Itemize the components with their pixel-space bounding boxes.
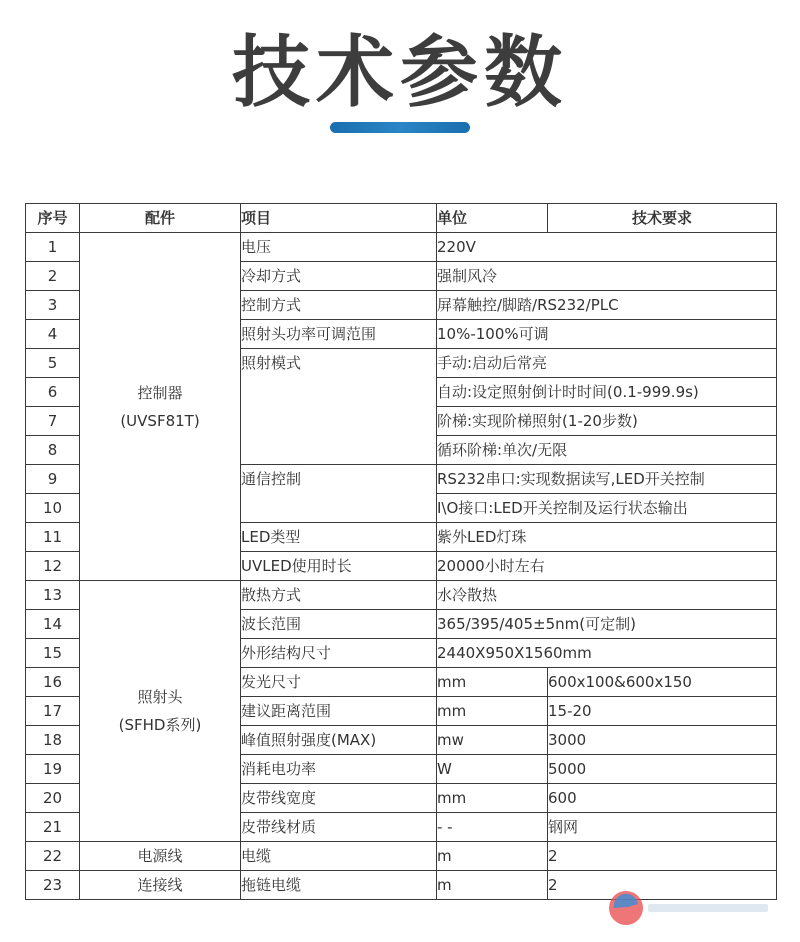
row-value: 紫外LED灯珠 (437, 523, 777, 552)
row-no: 7 (26, 407, 80, 436)
row-no: 22 (26, 842, 80, 871)
group-controller-name: 控制器 (137, 383, 183, 402)
row-item: 通信控制 (241, 465, 437, 523)
row-value: 5000 (548, 755, 777, 784)
header-no: 序号 (26, 204, 80, 233)
row-item: LED类型 (241, 523, 437, 552)
row-value: 2 (548, 842, 777, 871)
row-no: 11 (26, 523, 80, 552)
row-no: 23 (26, 871, 80, 900)
header-unit: 单位 (437, 204, 548, 233)
row-unit: mw (437, 726, 548, 755)
row-value: 自动:设定照射倒计时时间(0.1-999.9s) (437, 378, 777, 407)
row-unit: W (437, 755, 548, 784)
row-value: 钢网 (548, 813, 777, 842)
row-item: 外形结构尺寸 (241, 639, 437, 668)
group-head-model: (SFHD系列) (118, 716, 202, 734)
row-value: 循环阶梯:单次/无限 (437, 436, 777, 465)
row-item: 建议距离范围 (241, 697, 437, 726)
row-no: 14 (26, 610, 80, 639)
spec-table (25, 203, 777, 900)
header-part: 配件 (80, 204, 241, 233)
row-item: 控制方式 (241, 291, 437, 320)
header-spec: 技术要求 (548, 204, 777, 233)
row-value: RS232串口:实现数据读写,LED开关控制 (437, 465, 777, 494)
row-item: 拖链电缆 (241, 871, 437, 900)
row-item: 散热方式 (241, 581, 437, 610)
group-controller-model: (UVSF81T) (120, 411, 200, 430)
row-value: 600 (548, 784, 777, 813)
title-underline-bar (330, 122, 470, 133)
row-value: 2440X950X1560mm (437, 639, 777, 668)
row-no: 10 (26, 494, 80, 523)
row-no: 20 (26, 784, 80, 813)
row-value: 3000 (548, 726, 777, 755)
row-item: 消耗电功率 (241, 755, 437, 784)
row-item: 电缆 (241, 842, 437, 871)
row-value: 水冷散热 (437, 581, 777, 610)
row-value: 手动:启动后常亮 (437, 349, 777, 378)
row-value: I\O接口:LED开关控制及运行状态输出 (437, 494, 777, 523)
row-item: 皮带线宽度 (241, 784, 437, 813)
row-value: 220V (437, 233, 777, 262)
row-no: 3 (26, 291, 80, 320)
row-value: 15-20 (548, 697, 777, 726)
watermark-logo-icon (606, 886, 776, 930)
row-no: 13 (26, 581, 80, 610)
group-power-cable: 电源线 (80, 842, 241, 871)
row-item: 波长范围 (241, 610, 437, 639)
row-unit: - - (437, 813, 548, 842)
group-link-cable: 连接线 (80, 871, 241, 900)
table-row (26, 233, 777, 262)
row-value: 屏幕触控/脚踏/RS232/PLC (437, 291, 777, 320)
row-unit: m (437, 842, 548, 871)
group-head-name: 照射头 (137, 688, 183, 706)
row-item: 冷却方式 (241, 262, 437, 291)
row-no: 19 (26, 755, 80, 784)
row-value: 600x100&600x150 (548, 668, 777, 697)
row-value: 20000小时左右 (437, 552, 777, 581)
table-header-row (26, 204, 777, 233)
row-item: 皮带线材质 (241, 813, 437, 842)
row-unit: mm (437, 697, 548, 726)
group-head (80, 581, 241, 842)
row-item: 照射头功率可调范围 (241, 320, 437, 349)
row-unit: mm (437, 784, 548, 813)
page-title: 技术参数 (231, 28, 568, 118)
row-no: 6 (26, 378, 80, 407)
row-no: 2 (26, 262, 80, 291)
row-value: 2 (548, 871, 777, 900)
row-no: 12 (26, 552, 80, 581)
row-no: 15 (26, 639, 80, 668)
row-value: 10%-100%可调 (437, 320, 777, 349)
row-value: 强制风冷 (437, 262, 777, 291)
row-item: 峰值照射强度(MAX) (241, 726, 437, 755)
row-unit: m (437, 871, 548, 900)
row-value: 365/395/405±5nm(可定制) (437, 610, 777, 639)
table-row (26, 581, 777, 610)
row-no: 18 (26, 726, 80, 755)
row-no: 1 (26, 233, 80, 262)
row-item: 发光尺寸 (241, 668, 437, 697)
row-no: 16 (26, 668, 80, 697)
row-no: 5 (26, 349, 80, 378)
row-item: 电压 (241, 233, 437, 262)
row-no: 17 (26, 697, 80, 726)
row-no: 4 (26, 320, 80, 349)
row-no: 8 (26, 436, 80, 465)
row-item: UVLED使用时长 (241, 552, 437, 581)
row-item: 照射模式 (241, 349, 437, 465)
row-no: 9 (26, 465, 80, 494)
row-no: 21 (26, 813, 80, 842)
group-controller (80, 233, 241, 581)
row-unit: mm (437, 668, 548, 697)
header-item: 项目 (241, 204, 437, 233)
table-row (26, 842, 777, 871)
row-value: 阶梯:实现阶梯照射(1-20步数) (437, 407, 777, 436)
